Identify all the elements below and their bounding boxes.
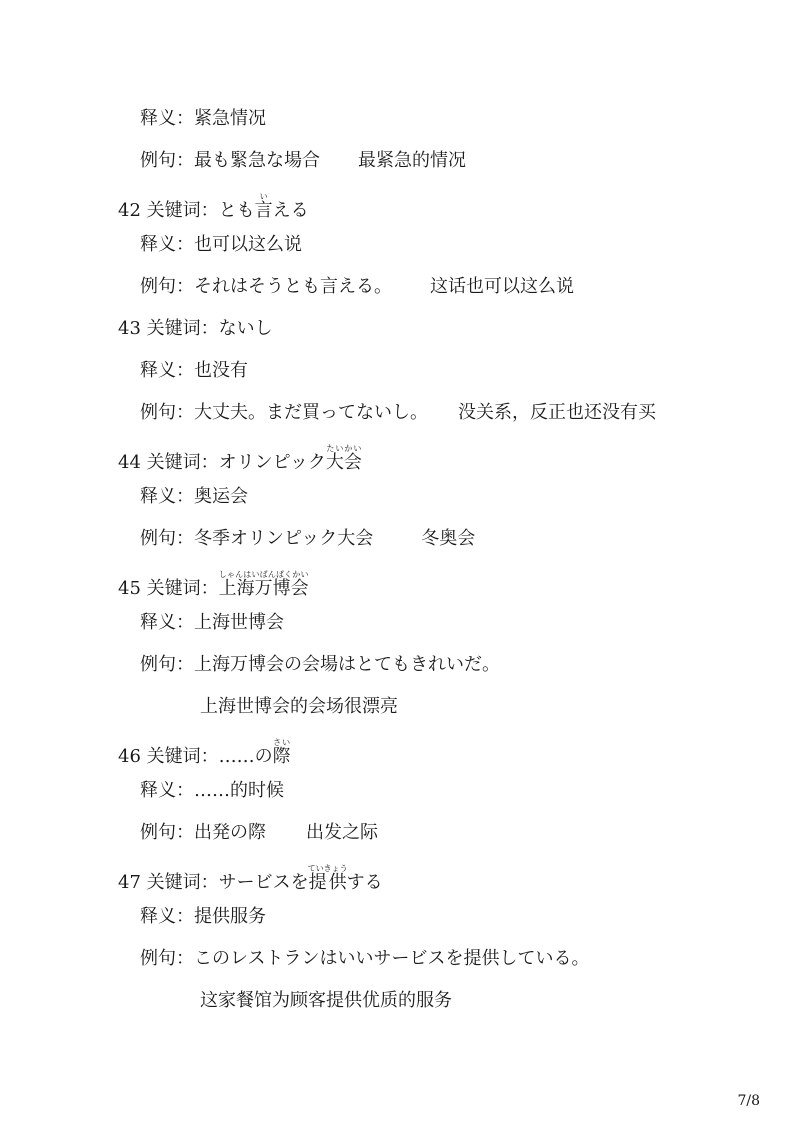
page-number: 7/8 bbox=[737, 1093, 760, 1109]
keyword-label: 45 关键词： bbox=[118, 578, 219, 599]
example-translation: 出发之际 bbox=[306, 822, 378, 843]
line-label: 释义： bbox=[140, 108, 194, 129]
keyword-line bbox=[118, 192, 309, 222]
line-label: 释义： bbox=[140, 234, 194, 255]
ruby-base: 上海万博会 bbox=[218, 578, 309, 599]
definition-line bbox=[140, 906, 266, 928]
line-text: 提供服务 bbox=[194, 906, 266, 927]
keyword-text: サービスを bbox=[218, 872, 309, 893]
keyword-label: 43 关键词： bbox=[118, 318, 219, 339]
line-text: 也可以这么说 bbox=[194, 234, 302, 255]
example-text: 最も緊急な場合 bbox=[194, 150, 320, 171]
example-translation: 没关系，反正也还没有买 bbox=[458, 402, 656, 423]
ruby-base: 提供 bbox=[307, 872, 348, 893]
line-label: 例句： bbox=[140, 654, 194, 675]
example-text: 大丈夫。まだ買ってないし。 bbox=[194, 402, 428, 423]
example-translation: 最紧急的情况 bbox=[358, 150, 466, 171]
example-translation: 这话也可以这么说 bbox=[430, 276, 574, 297]
keyword-ruby bbox=[218, 570, 309, 599]
example-translation: 这家餐馆为顾客提供优质的服务 bbox=[200, 990, 452, 1011]
ruby-reading: さい bbox=[272, 738, 291, 747]
line-text: 上海世博会 bbox=[194, 612, 284, 633]
line-label: 释义： bbox=[140, 906, 194, 927]
line-label: 释义： bbox=[140, 360, 194, 381]
keyword-text: ないし bbox=[218, 318, 273, 339]
example-text: 出発の際 bbox=[194, 822, 266, 843]
keyword-text: ……の bbox=[218, 746, 273, 767]
line-text: 奥运会 bbox=[194, 486, 248, 507]
example-text: このレストランはいいサービスを提供している。 bbox=[194, 948, 590, 969]
keyword-line bbox=[118, 318, 273, 340]
example-translation: 上海世博会的会场很漂亮 bbox=[200, 696, 398, 717]
line-label: 例句： bbox=[140, 402, 194, 423]
keyword-label: 44 关键词： bbox=[118, 452, 219, 473]
line-text: ……的时候 bbox=[194, 780, 284, 801]
ruby-base: 際 bbox=[272, 746, 291, 767]
keyword-text: とも bbox=[218, 200, 255, 221]
example-line bbox=[140, 276, 574, 298]
definition-line bbox=[140, 234, 302, 256]
keyword-ruby bbox=[254, 192, 273, 221]
example-line bbox=[140, 822, 378, 844]
keyword-line bbox=[118, 864, 383, 894]
line-label: 例句： bbox=[140, 150, 194, 171]
ruby-reading: い bbox=[254, 192, 273, 201]
keyword-text-after: する bbox=[346, 872, 383, 893]
keyword-text-after: える bbox=[272, 200, 309, 221]
keyword-ruby bbox=[272, 738, 291, 767]
definition-line bbox=[140, 360, 248, 382]
keyword-label: 47 关键词： bbox=[118, 872, 219, 893]
line-text: 紧急情况 bbox=[194, 108, 266, 129]
example-line bbox=[140, 654, 500, 676]
keyword-label: 46 关键词： bbox=[118, 746, 219, 767]
example-text: それはそうとも言える。 bbox=[194, 276, 392, 297]
example-translation-line bbox=[200, 696, 398, 718]
keyword-label: 42 关键词： bbox=[118, 200, 219, 221]
keyword-text: オリンピック bbox=[218, 452, 326, 473]
keyword-line bbox=[118, 570, 309, 600]
definition-line bbox=[140, 780, 284, 802]
line-label: 例句： bbox=[140, 822, 194, 843]
definition-line bbox=[140, 612, 284, 634]
line-label: 释义： bbox=[140, 612, 194, 633]
line-label: 释义： bbox=[140, 780, 194, 801]
line-label: 例句： bbox=[140, 948, 194, 969]
example-line bbox=[140, 402, 656, 424]
definition-line bbox=[140, 108, 266, 130]
ruby-reading: しゃんはいばんぱくかい bbox=[218, 570, 309, 579]
ruby-base: 大会 bbox=[325, 452, 362, 473]
example-line bbox=[140, 948, 589, 970]
keyword-ruby bbox=[325, 444, 362, 473]
ruby-reading: たいかい bbox=[325, 444, 362, 453]
line-label: 例句： bbox=[140, 276, 194, 297]
line-label: 例句： bbox=[140, 528, 194, 549]
example-translation: 冬奥会 bbox=[421, 528, 476, 549]
ruby-base: 言 bbox=[254, 200, 273, 221]
keyword-line bbox=[118, 738, 291, 768]
keyword-ruby bbox=[307, 864, 348, 893]
line-text: 也没有 bbox=[194, 360, 248, 381]
example-text: 上海万博会の会場はとてもきれいだ。 bbox=[194, 654, 500, 675]
example-translation-line bbox=[200, 990, 452, 1012]
line-label: 释义： bbox=[140, 486, 194, 507]
example-line bbox=[140, 150, 466, 172]
example-line bbox=[140, 528, 475, 550]
definition-line bbox=[140, 486, 248, 508]
keyword-line bbox=[118, 444, 362, 474]
ruby-reading: ていきょう bbox=[307, 864, 348, 873]
example-text: 冬季オリンピック大会 bbox=[194, 528, 374, 549]
